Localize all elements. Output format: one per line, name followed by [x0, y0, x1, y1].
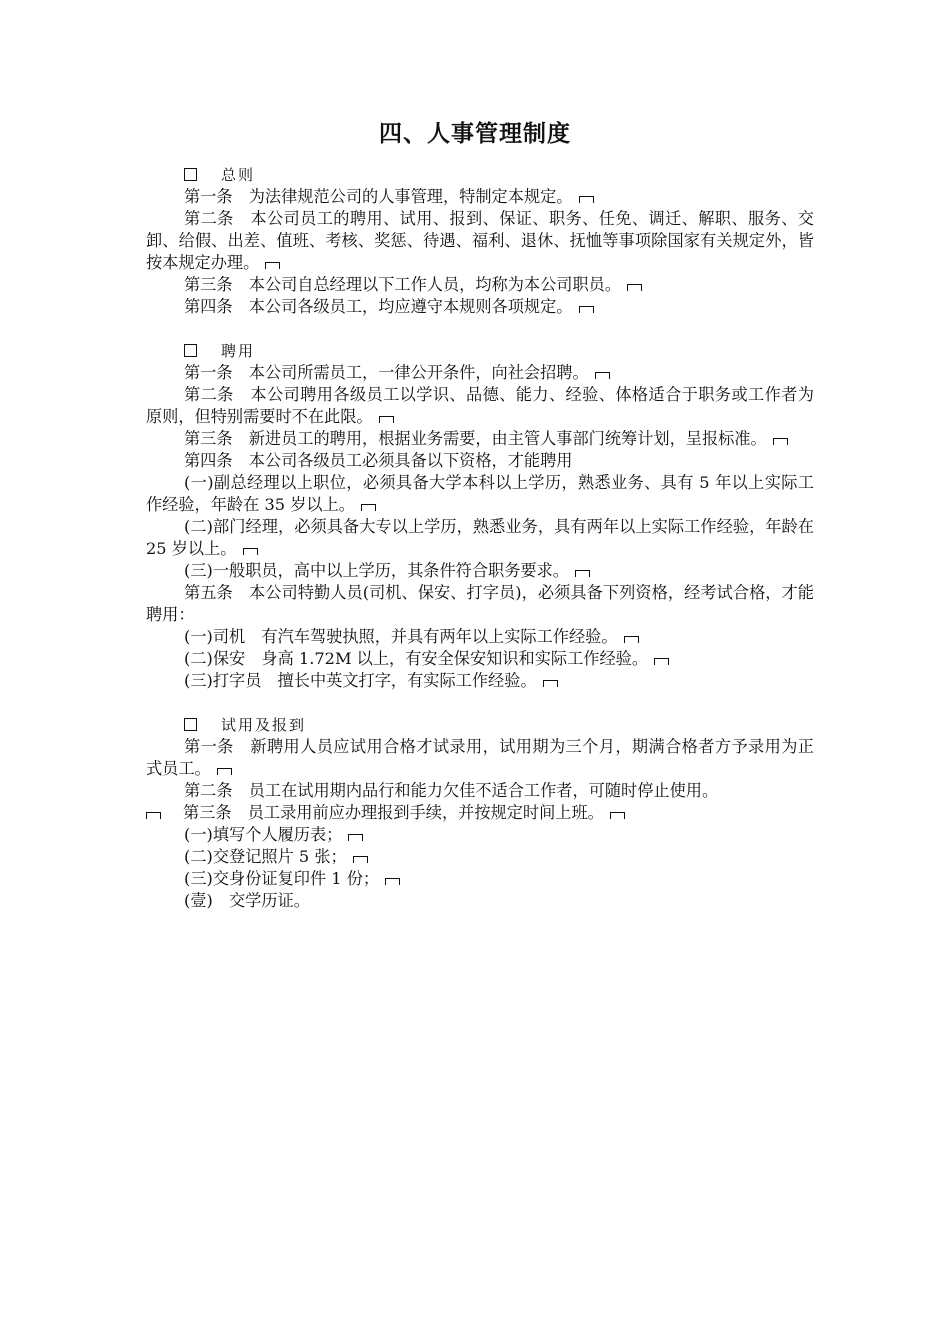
paragraph-mark-icon	[627, 284, 642, 291]
article-paragraph	[146, 274, 814, 296]
section-spacer	[146, 692, 814, 714]
list-item	[146, 868, 814, 890]
article-text: 第四条 本公司各级员工，均应遵守本规则各项规定。	[184, 297, 573, 316]
section-heading-label: 总则	[221, 166, 256, 184]
article-paragraph	[146, 626, 814, 648]
article-paragraph	[146, 208, 814, 274]
article-text: 第四条 本公司各级员工必须具备以下资格，才能聘用	[184, 451, 573, 470]
article-paragraph	[146, 384, 814, 428]
paragraph-mark-icon	[265, 262, 280, 269]
article-text: 第五条 本公司特勤人员(司机、保安、打字员)，必须具备下列资格，经考试合格，才能聘用：	[146, 583, 814, 624]
article-paragraph	[108, 802, 814, 824]
section-heading-hiring	[146, 340, 814, 362]
checkbox-icon	[184, 168, 197, 181]
article-paragraph	[146, 362, 814, 384]
article-paragraph	[146, 296, 814, 318]
checkbox-icon	[184, 344, 197, 357]
article-paragraph	[146, 472, 814, 516]
paragraph-mark-icon	[217, 768, 232, 775]
article-text: 第三条 新进员工的聘用，根据业务需要，由主管人事部门统筹计划，呈报标准。	[184, 429, 767, 448]
paragraph-mark-icon	[243, 548, 258, 555]
article-text: 第一条 本公司所需员工，一律公开条件，向社会招聘。	[184, 363, 589, 382]
paragraph-mark-icon	[773, 438, 788, 445]
article-text: 第三条 本公司自总经理以下工作人员，均称为本公司职员。	[184, 275, 622, 294]
section-heading-label: 聘用	[221, 342, 256, 360]
paragraph-mark-icon	[654, 658, 669, 665]
section-heading-general	[146, 164, 814, 186]
paragraph-mark-icon	[624, 636, 639, 643]
article-text: (一)司机 有汽车驾驶执照，并具有两年以上实际工作经验。	[184, 627, 618, 646]
list-item-text: (壹) 交学历证。	[184, 891, 310, 910]
article-paragraph	[146, 648, 814, 670]
article-text: (二)保安 身高 1.72M 以上，有安全保安知识和实际工作经验。	[184, 649, 649, 668]
article-paragraph	[146, 560, 814, 582]
paragraph-mark-icon	[353, 856, 368, 863]
paragraph-mark-icon	[579, 306, 594, 313]
article-text: (二)部门经理，必须具备大专以上学历，熟悉业务，具有两年以上实际工作经验，年龄在 25 岁以上。	[146, 517, 814, 558]
article-paragraph	[146, 450, 814, 472]
article-text: (一)副总经理以上职位，必须具备大学本科以上学历，熟悉业务、具有 5 年以上实际工作经验，年龄在 35 岁以上。	[146, 473, 814, 514]
article-paragraph	[146, 780, 814, 802]
paragraph-mark-icon	[543, 680, 558, 687]
section-spacer	[146, 318, 814, 340]
paragraph-mark-icon	[348, 834, 363, 841]
paragraph-mark-icon	[575, 570, 590, 577]
section-heading-label: 试用及报到	[221, 716, 307, 734]
document-body	[146, 164, 814, 912]
paragraph-mark-icon	[610, 812, 625, 819]
list-item-text: (一)填写个人履历表；	[184, 825, 343, 844]
article-text: (三)打字员 擅长中英文打字，有实际工作经验。	[184, 671, 537, 690]
paragraph-mark-icon	[146, 812, 161, 819]
list-item-text: (二)交登记照片 5 张；	[184, 847, 347, 866]
article-paragraph	[146, 186, 814, 208]
section-heading-probation	[146, 714, 814, 736]
article-text: 第一条 为法律规范公司的人事管理，特制定本规定。	[184, 187, 573, 206]
article-text: 第三条 员工录用前应办理报到手续，并按规定时间上班。	[183, 803, 604, 822]
paragraph-mark-icon	[385, 878, 400, 885]
paragraph-mark-icon	[361, 504, 376, 511]
list-item-text: (三)交身份证复印件 1 份；	[184, 869, 380, 888]
article-text: 第一条 新聘用人员应试用合格才试录用，试用期为三个月，期满合格者方予录用为正式员工。	[146, 737, 814, 778]
article-text: 第二条 本公司员工的聘用、试用、报到、保证、职务、任免、调迁、解职、服务、交卸、给假、出差、值班、考核、奖惩、待遇、福利、退休、抚恤等事项除国家有关规定外，皆按本规定办理。	[146, 209, 814, 272]
article-paragraph	[146, 670, 814, 692]
checkbox-icon	[184, 718, 197, 731]
list-item	[146, 846, 814, 868]
article-paragraph	[146, 516, 814, 560]
list-item	[146, 890, 814, 912]
article-paragraph	[146, 582, 814, 626]
article-paragraph	[146, 428, 814, 450]
article-text: (三)一般职员，高中以上学历，其条件符合职务要求。	[184, 561, 569, 580]
article-text: 第二条 员工在试用期内品行和能力欠佳不适合工作者，可随时停止使用。	[184, 781, 719, 800]
article-text: 第二条 本公司聘用各级员工以学识、品德、能力、经验、体格适合于职务或工作者为原则，但特别需要时不在此限。	[146, 385, 814, 426]
article-paragraph	[146, 736, 814, 780]
document-title: 四、人事管理制度	[379, 121, 571, 147]
paragraph-mark-icon	[579, 196, 594, 203]
list-item	[146, 824, 814, 846]
paragraph-mark-icon	[595, 372, 610, 379]
paragraph-mark-icon	[379, 416, 394, 423]
